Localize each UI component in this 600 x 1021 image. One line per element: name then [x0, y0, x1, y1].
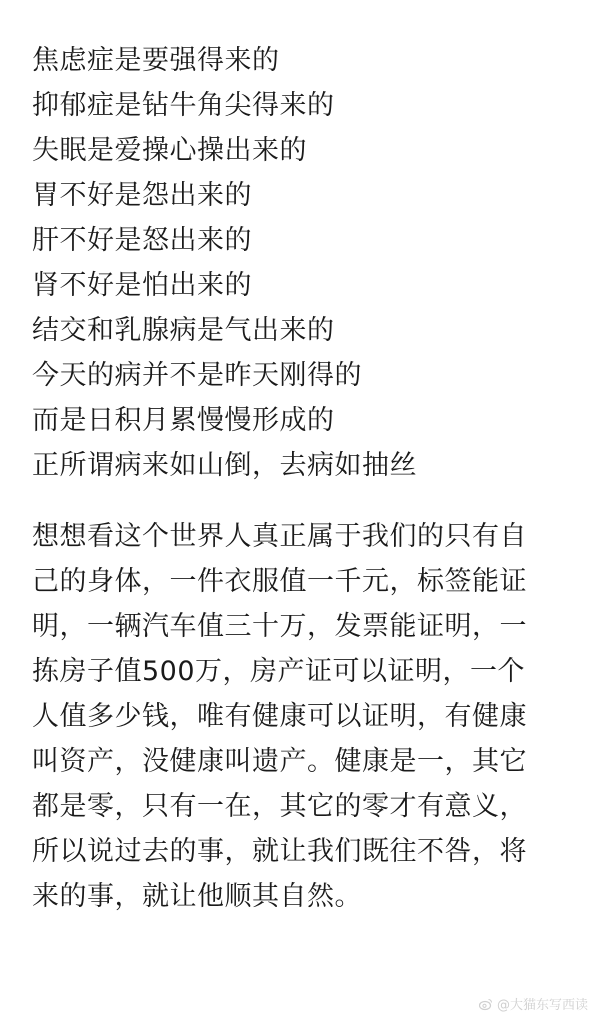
poem-line: 失眠是爱操心操出来的: [32, 135, 307, 166]
paragraph-block: [32, 514, 572, 919]
poem-line: 结交和乳腺病是气出来的: [32, 315, 335, 346]
weibo-logo-icon: [479, 997, 493, 1011]
poem-line: 焦虑症是要强得来的: [32, 45, 280, 76]
poem-line: 肝不好是怒出来的: [32, 225, 252, 256]
paragraph-line: 所以说过去的事，就让我们既往不咎，将: [32, 836, 527, 867]
paragraph-line: 来的事，就让他顺其自然。: [32, 881, 362, 912]
paragraph-line: 己的身体，一件衣服值一千元，标签能证: [32, 566, 527, 597]
paragraph-line: 想想看这个世界人真正属于我们的只有自: [32, 521, 527, 552]
watermark: [479, 994, 588, 1013]
paragraph-line: 都是零，只有一在，其它的零才有意义，: [32, 791, 527, 822]
poem-line: 而是日积月累慢慢形成的: [32, 405, 335, 436]
poem-line: 肾不好是怕出来的: [32, 270, 252, 301]
poem-line: 抑郁症是钻牛角尖得来的: [32, 90, 335, 121]
poem-line: 正所谓病来如山倒，去病如抽丝: [32, 450, 417, 481]
paragraph-line: 明，一辆汽车值三十万，发票能证明，一: [32, 611, 527, 642]
poem-line: 胃不好是怨出来的: [32, 180, 252, 211]
paragraph-line: 拣房子值500万，房产证可以证明，一个: [32, 656, 526, 687]
poem-block: [32, 38, 572, 488]
paragraph-line: 叫资产，没健康叫遗产。健康是一，其它: [32, 746, 527, 777]
poem-line: 今天的病并不是昨天刚得的: [32, 360, 362, 391]
watermark-text: @大猫东写西读: [496, 998, 588, 1013]
paragraph-line: 人值多少钱，唯有健康可以证明，有健康: [32, 701, 527, 732]
